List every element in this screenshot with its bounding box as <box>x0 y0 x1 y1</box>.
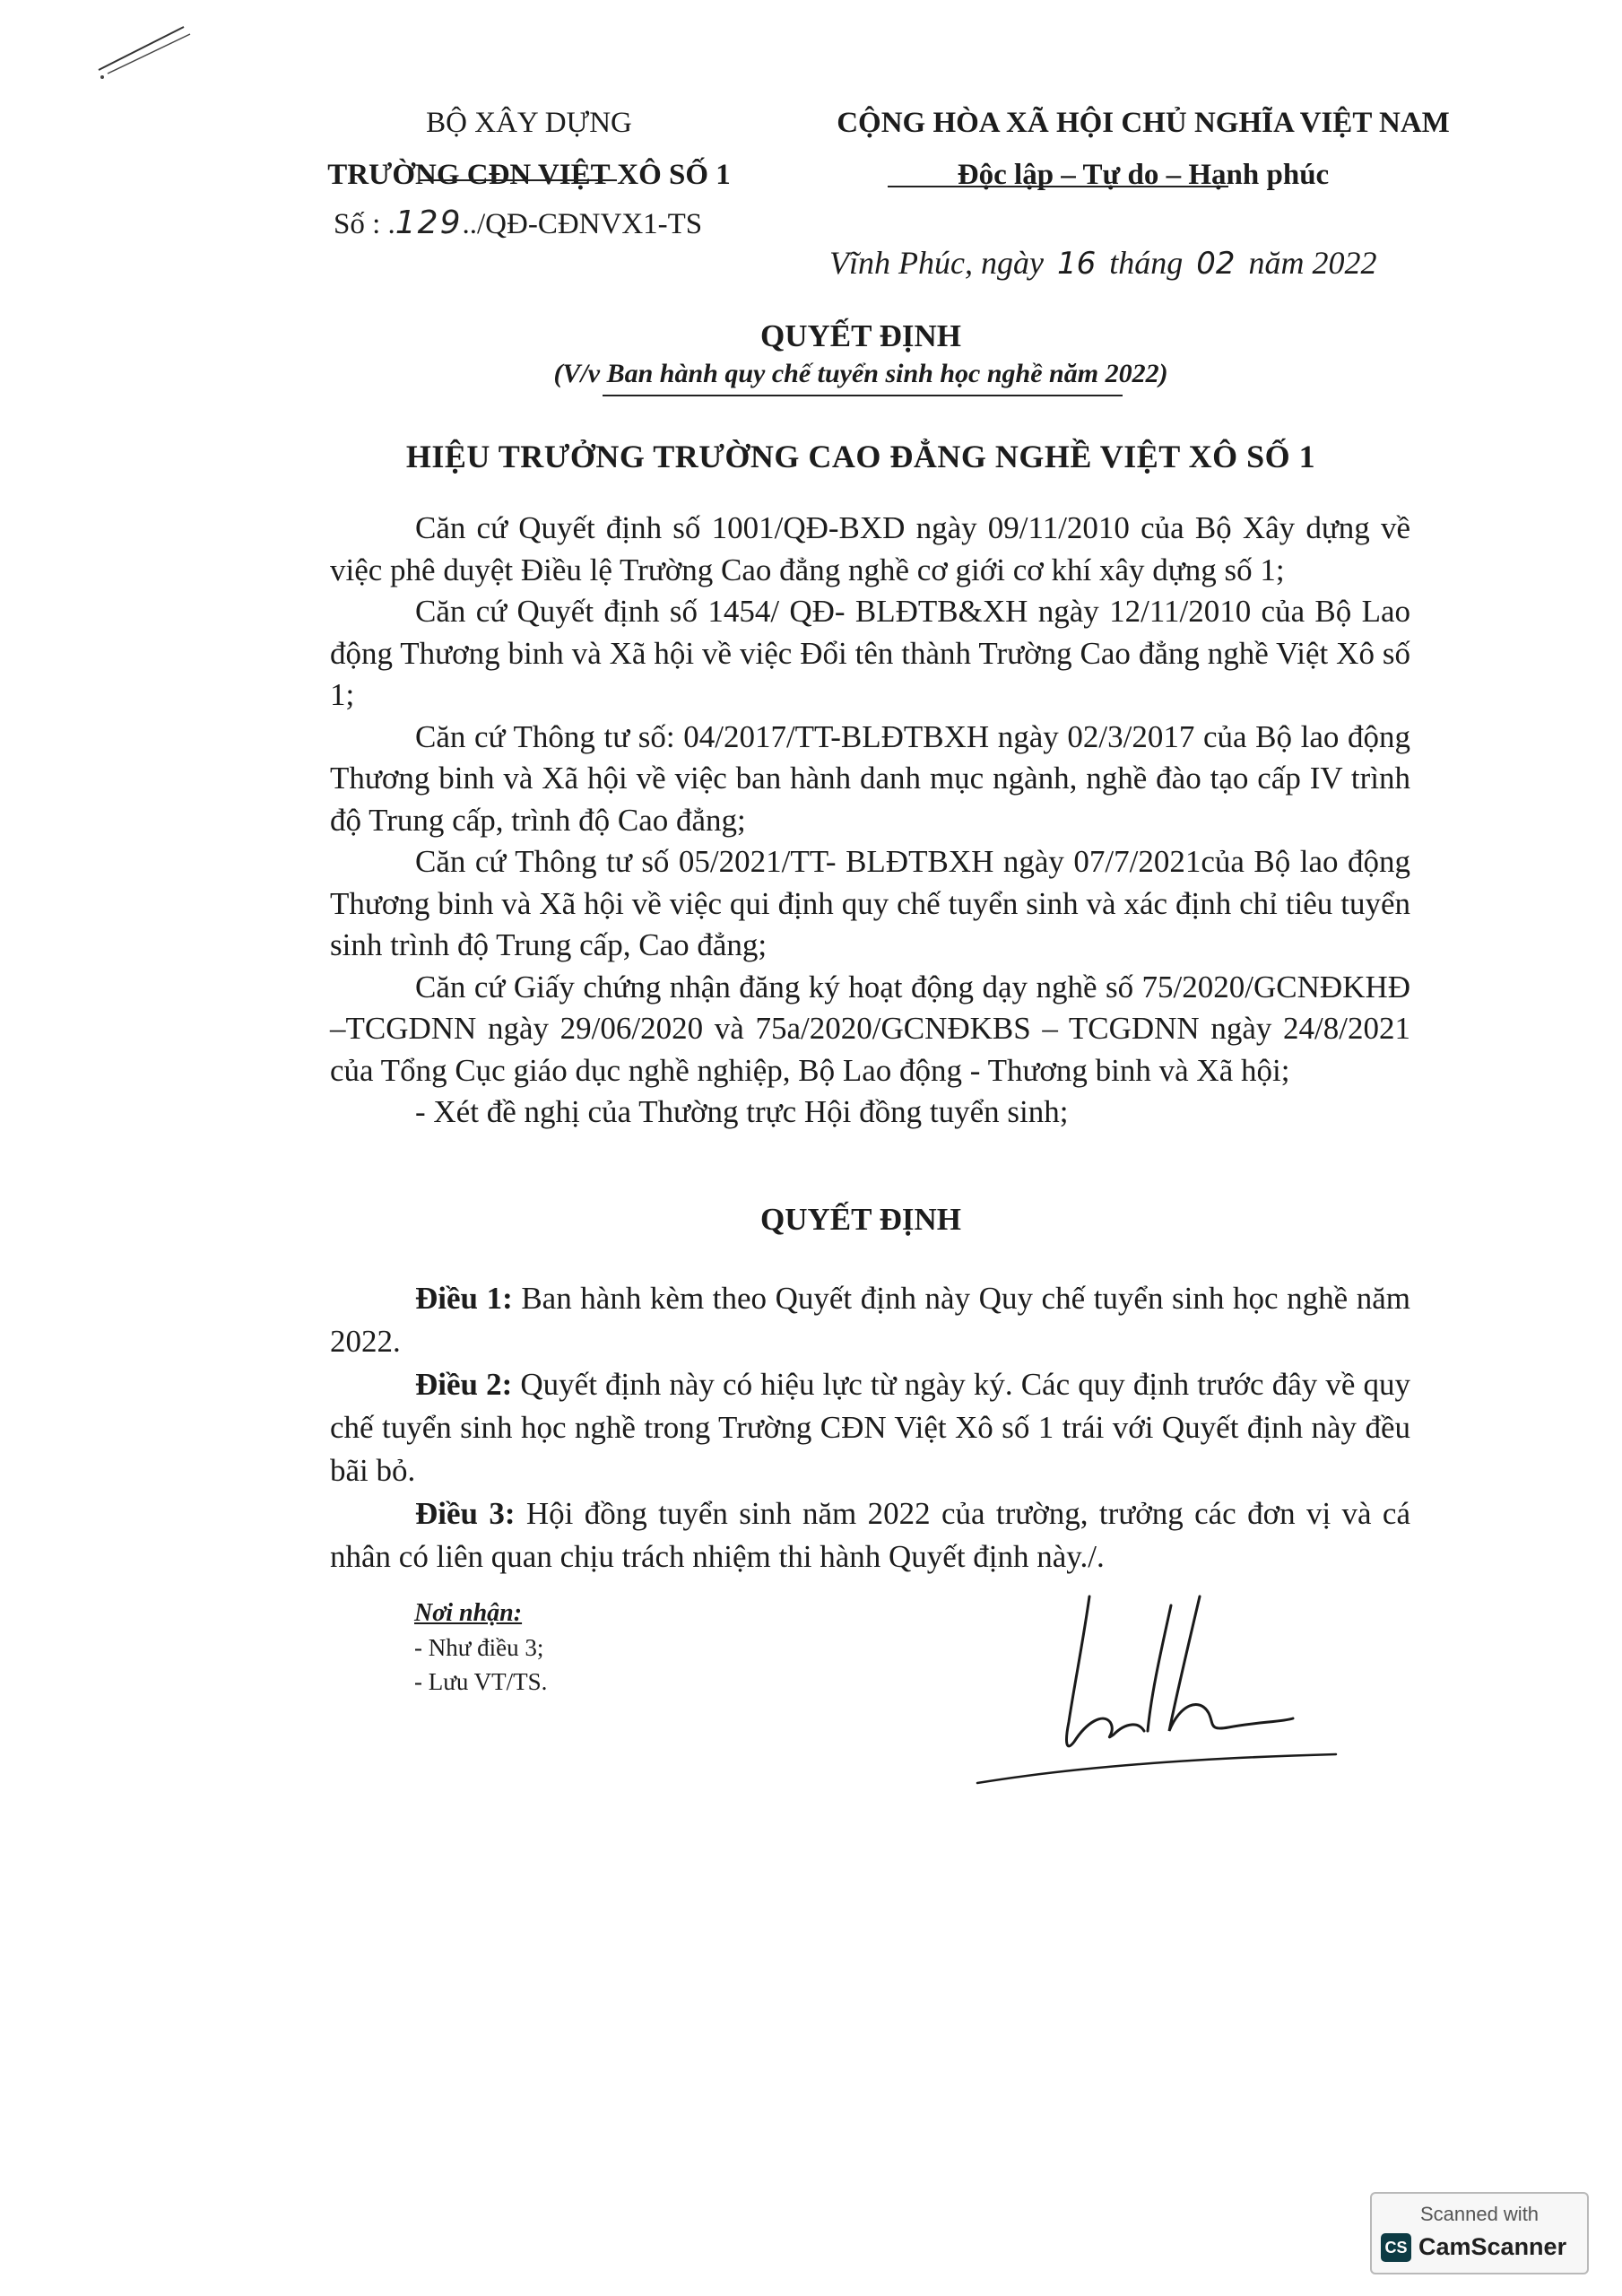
legal-basis-item: - Xét đề nghị của Thường trực Hội đồng tuyển sinh; <box>415 1094 1069 1129</box>
decision-subject: (V/v Ban hành quy chế tuyển sinh học nghề năm 2022) <box>553 359 1168 388</box>
recipient-item: - Lưu VT/TS. <box>414 1668 548 1695</box>
date-year: năm 2022 <box>1248 245 1377 281</box>
school-name: TRƯỜNG CĐN VIỆT XÔ SỐ 1 <box>327 159 731 191</box>
article-label: Điều 2: <box>415 1367 513 1402</box>
date-day-handwritten: 16 <box>1056 246 1097 282</box>
recipients-block <box>414 1596 547 1699</box>
date-month-label: tháng <box>1109 245 1184 281</box>
article-text: Ban hành kèm theo Quyết định này Quy chế tuyển sinh học nghề năm 2022. <box>330 1281 1410 1359</box>
national-motto: Độc lập – Tự do – Hạnh phúc <box>957 159 1330 191</box>
decision-articles <box>330 1277 1410 1578</box>
article-text: Quyết định này có hiệu lực từ ngày ký. Các quy định trước đây về quy chế tuyển sinh học nghề trong Trường CĐN Việt Xô số 1 trái với Quyết định này đều bãi bỏ. <box>330 1367 1410 1488</box>
issuing-official: HIỆU TRƯỞNG TRƯỜNG CAO ĐẲNG NGHỀ VIỆT XÔ SỐ 1 <box>405 439 1316 474</box>
decision-section-heading: QUYẾT ĐỊNH <box>760 1202 961 1237</box>
school-underline <box>420 178 617 183</box>
doc-number-suffix: ../QĐ-CĐNVX1-TS <box>462 208 703 240</box>
scanner-brand: CamScanner <box>1418 2233 1567 2260</box>
article-item <box>330 1277 1410 1363</box>
date-month-handwritten: 02 <box>1196 246 1236 282</box>
decision-heading: QUYẾT ĐỊNH <box>760 318 961 353</box>
ministry-name: BỘ XÂY DỰNG <box>426 107 632 139</box>
article-item <box>330 1363 1410 1492</box>
issuing-authority <box>296 97 762 201</box>
subject-underline <box>603 393 1123 398</box>
handwritten-signature <box>968 1587 1345 1794</box>
legal-basis-item: Căn cứ Thông tư số 05/2021/TT- BLĐTBXH ngày 07/7/2021của Bộ lao động Thương binh và Xã hội về việc qui định quy chế tuyển sinh và xác định chỉ tiêu tuyển sinh trình độ Trung cấp, Cao đẳng; <box>330 844 1410 962</box>
article-item <box>330 1492 1410 1578</box>
doc-number-handwritten: 129 <box>395 204 463 241</box>
scanner-caption: Scanned with <box>1419 2203 1540 2225</box>
recipient-item: - Như điều 3; <box>414 1634 544 1661</box>
country-name: CỘNG HÒA XÃ HỘI CHỦ NGHĨA VIỆT NAM <box>837 107 1450 139</box>
place-and-date <box>829 244 1377 282</box>
pen-mark-scribble <box>90 18 197 81</box>
legal-basis-item: Căn cứ Giấy chứng nhận đăng ký hoạt động dạy nghề số 75/2020/GCNĐKHĐ –TCGDNN ngày 29/06/2020 và 75a/2020/GCNĐKBS – TCGDNN ngày 24/8/2021 của Tổng Cục giáo dục nghề nghiệp, Bộ Lao động - Thương binh và Xã hội; <box>330 969 1410 1088</box>
article-label: Điều 3: <box>415 1496 516 1531</box>
scanner-watermark <box>1370 2192 1589 2274</box>
document-number <box>334 204 702 241</box>
motto-underline <box>888 184 1228 189</box>
legal-bases <box>330 508 1410 1134</box>
camscanner-logo-icon: CS <box>1381 2233 1411 2262</box>
legal-basis-item: Căn cứ Quyết định số 1001/QĐ-BXD ngày 09/11/2010 của Bộ Xây dựng về việc phê duyệt Điều lệ Trường Cao đẳng nghề cơ giới cơ khí xây dựng số 1; <box>330 510 1410 587</box>
doc-number-prefix: Số : . <box>334 208 395 240</box>
date-place: Vĩnh Phúc, ngày <box>829 245 1044 281</box>
recipients-title: Nơi nhận: <box>414 1599 523 1627</box>
article-text: Hội đồng tuyển sinh năm 2022 của trường, trưởng các đơn vị và cá nhân có liên quan chịu trách nhiệm thi hành Quyết định này./. <box>330 1496 1411 1574</box>
legal-basis-item: Căn cứ Thông tư số: 04/2017/TT-BLĐTBXH ngày 02/3/2017 của Bộ lao động Thương binh và Xã hội về việc ban hành danh mục ngành, nghề đào tạo cấp IV trình độ Trung cấp, trình độ Cao đẳng; <box>330 718 1410 838</box>
article-label: Điều 1: <box>415 1281 513 1316</box>
legal-basis-item: Căn cứ Quyết định số 1454/ QĐ- BLĐTB&XH ngày 12/11/2010 của Bộ Lao động Thương binh và Xã hội về việc Đổi tên thành Trường Cao đẳng nghề Việt Xô số 1; <box>330 594 1410 712</box>
